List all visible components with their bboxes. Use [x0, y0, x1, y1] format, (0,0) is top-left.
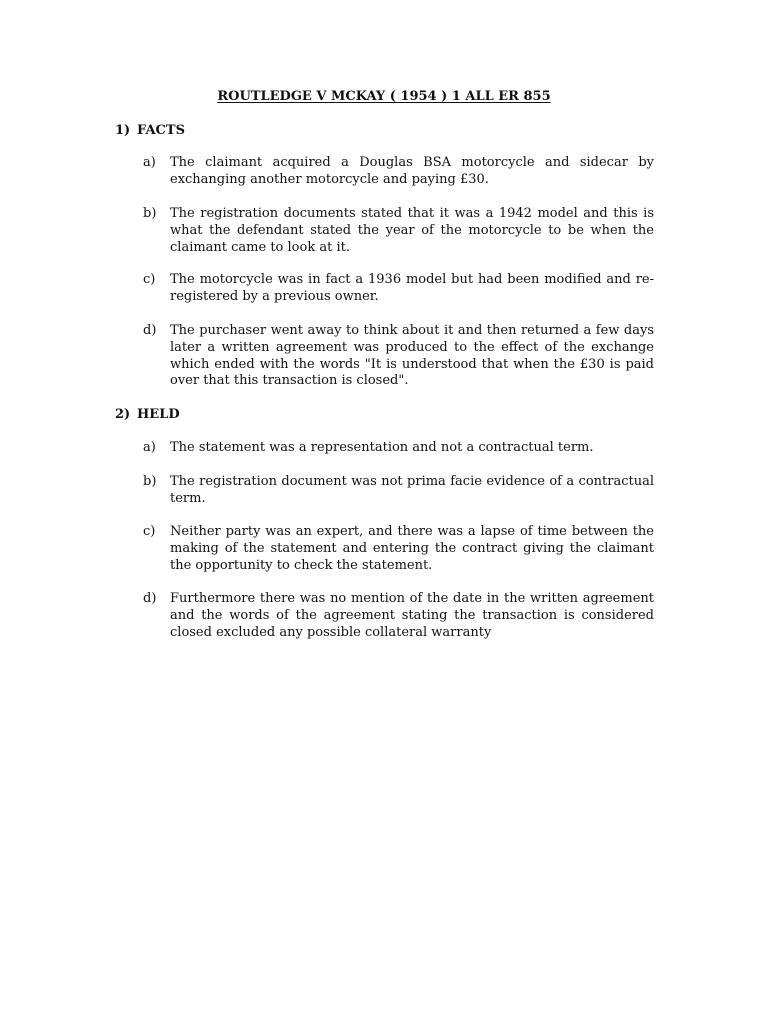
item-text: The statement was a representation and not a contractual term.: [170, 440, 594, 455]
case-title: ROUTLEDGE V MCKAY ( 1954 ) 1 ALL ER 855: [217, 89, 551, 104]
facts-item-d: [143, 323, 654, 390]
held-item-c: [143, 524, 654, 574]
section-number: 1): [115, 123, 131, 138]
facts-item-a: [143, 155, 654, 189]
item-marker: a): [143, 155, 156, 170]
item-marker: a): [143, 440, 156, 455]
section-title: FACTS: [137, 123, 185, 138]
section-title: HELD: [137, 407, 180, 422]
item-marker: d): [143, 591, 157, 606]
item-text: The purchaser went away to think about it and then returned a few days later a written agreement was produced to the effect of the exchange which ended with the words "It is understood that when the £30 is paid over that this transaction is closed".: [170, 323, 654, 389]
item-text: Furthermore there was no mention of the date in the written agreement and the words of the agreement stating the transaction is considered closed excluded any possible collateral warranty: [170, 591, 654, 640]
item-text: Neither party was an expert, and there was a lapse of time between the making of the statement and entering the contract giving the claimant the opportunity to check the statement.: [170, 524, 654, 573]
item-text: The registration documents stated that it was a 1942 model and this is what the defendant stated the year of the motorcycle to be when the claimant came to look at it.: [170, 206, 654, 255]
held-item-d: [143, 591, 654, 641]
item-marker: d): [143, 323, 157, 338]
item-marker: c): [143, 524, 156, 539]
section-heading-facts: [115, 123, 185, 138]
facts-item-c: [143, 272, 654, 306]
item-marker: c): [143, 272, 156, 287]
section-number: 2): [115, 407, 131, 422]
item-text: The registration document was not prima facie evidence of a contractual term.: [170, 474, 654, 506]
held-item-a: [143, 440, 654, 457]
item-text: The claimant acquired a Douglas BSA motorcycle and sidecar by exchanging another motorcycle and paying £30.: [170, 155, 654, 187]
facts-item-b: [143, 206, 654, 256]
item-marker: b): [143, 474, 157, 489]
item-marker: b): [143, 206, 157, 221]
held-item-b: [143, 474, 654, 508]
section-heading-held: [115, 407, 180, 422]
item-text: The motorcycle was in fact a 1936 model but had been modified and re-registered by a previous owner.: [170, 272, 654, 304]
